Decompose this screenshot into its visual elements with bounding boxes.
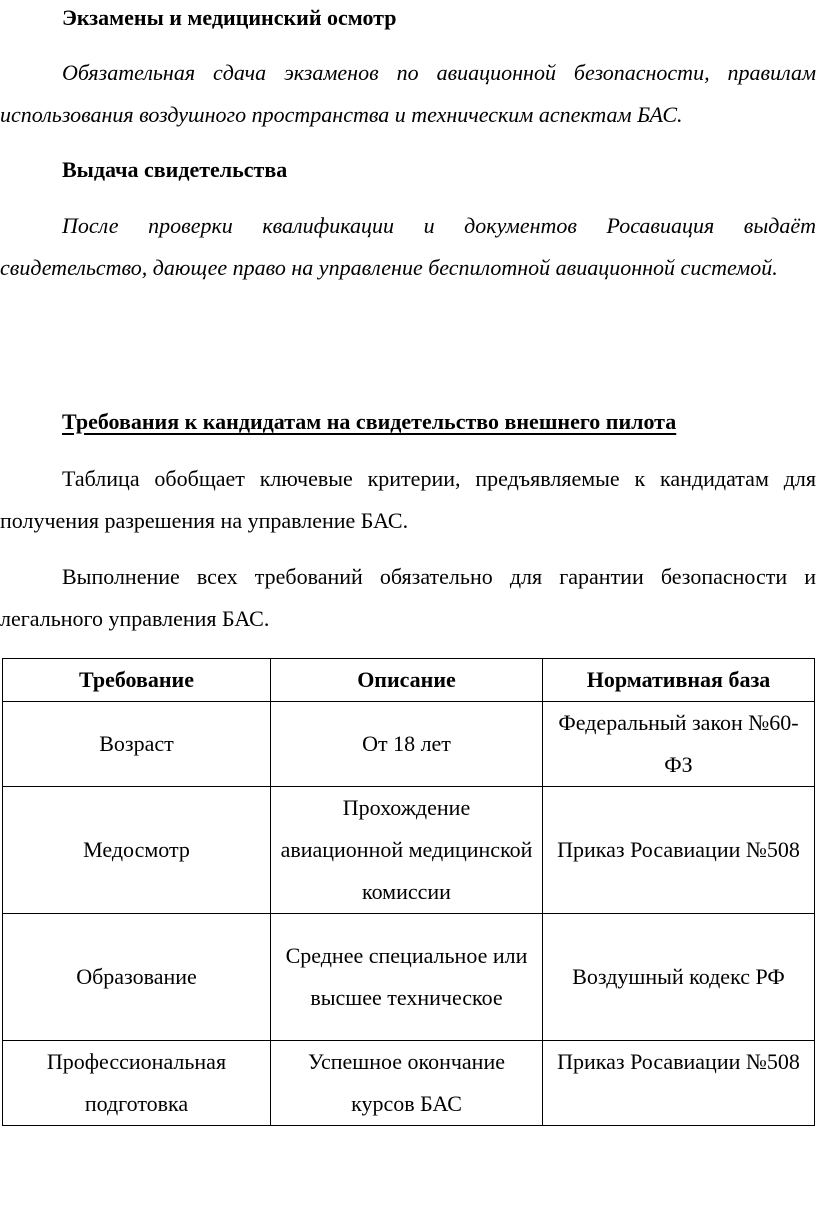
section-title-certificate: Выдача свидетельства [62,157,288,182]
table-row [3,1041,815,1126]
cell-description: Прохождение авиационной медицинской комиссии [271,787,543,914]
cell-requirement: Образование [3,914,271,1041]
column-header-requirement: Требование [3,659,271,702]
cell-basis: Приказ Росавиации №508 [543,1041,815,1126]
cell-description: Среднее специальное или высшее техническое [271,914,543,1041]
cell-basis: Приказ Росавиации №508 [543,787,815,914]
cell-requirement: Медосмотр [3,787,271,914]
requirements-note: Выполнение всех требований обязательно для гарантии безопасности и легального управления БАС. [0,564,816,631]
cell-basis: Воздушный кодекс РФ [543,914,815,1041]
table-row [3,787,815,914]
column-header-description: Описание [271,659,543,702]
section-text-exams: Обязательная сдача экзаменов по авиационной безопасности, правилам использования воздушного пространства и техническим аспектам БАС. [0,60,816,127]
cell-description: Успешное окончание курсов БАС [271,1041,543,1126]
column-header-basis: Нормативная база [543,659,815,702]
table-header-row [3,659,815,702]
cell-requirement: Профессиональная подготовка [3,1041,271,1126]
cell-description: От 18 лет [271,702,543,787]
section-title-requirements: Требования к кандидатам на свидетельство внешнего пилота [62,409,677,434]
table-row [3,914,815,1041]
cell-requirement: Возраст [3,702,271,787]
requirements-intro: Таблица обобщает ключевые критерии, предъявляемые к кандидатам для получения разрешения на управление БАС. [0,466,816,533]
requirements-table [2,658,815,1126]
cell-basis: Федеральный закон №60-ФЗ [543,702,815,787]
table-row [3,702,815,787]
section-text-certificate: После проверки квалификации и документов Росавиация выдаёт свидетельство, дающее право на управление беспилотной авиационной системой. [0,213,816,280]
section-title-exams: Экзамены и медицинский осмотр [62,5,397,30]
